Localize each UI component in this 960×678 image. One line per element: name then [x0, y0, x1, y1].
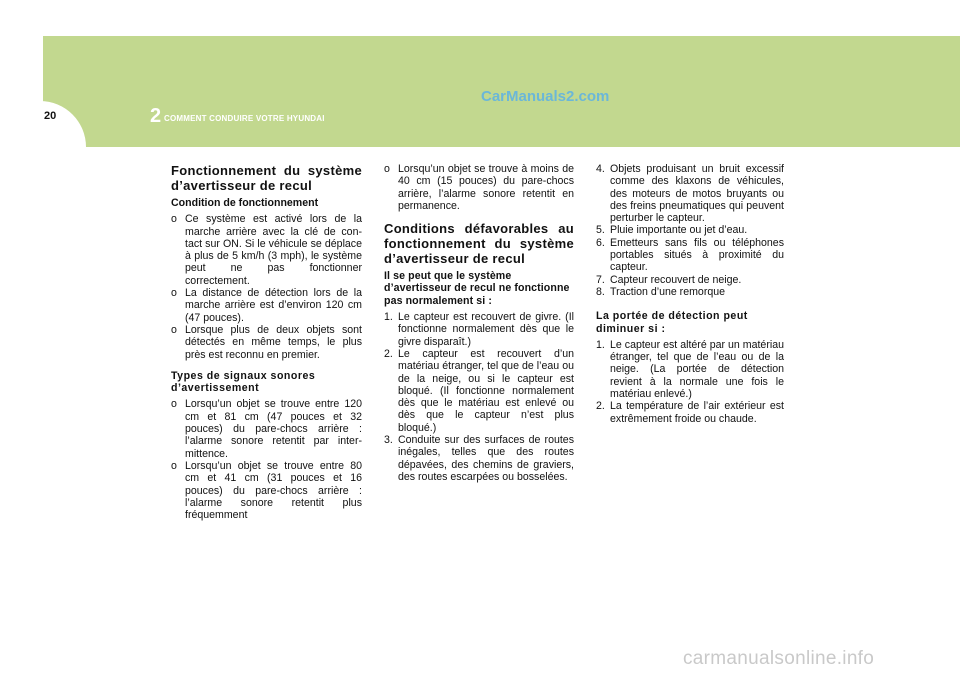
watermark-bottom[interactable]: carmanualsonline.info	[683, 648, 875, 669]
list-item	[171, 398, 362, 459]
item-text: Pluie importante ou jet d’eau.	[610, 224, 748, 237]
list-item	[596, 400, 784, 425]
item-text: Lorsqu’un objet se trouve entre 120 cm et 81 cm (47 pouces et 32 pouces) du pare-chocs arrière : l’alarme sonore retentit par inter-mittence.	[185, 398, 362, 460]
types-heading: Types de signaux sonores d’avertissement	[171, 369, 316, 395]
number-marker: 8.	[596, 285, 605, 298]
sub-heading: Il se peut que le système d’avertisseur de recul ne fonctionne pas normalement si :	[384, 270, 570, 307]
item-text: Capteur recouvert de neige.	[610, 273, 742, 286]
item-text: Conduite sur des surfaces de routes inégales, telles que des routes dépavées, des chemins de graviers, des routes escarpées ou bosselées.	[398, 434, 574, 483]
list-item	[596, 339, 784, 400]
item-text: Ce système est activé lors de la marche arrière avec la clé de con-tact sur ON. Si le véhicule se déplace à plus de 5 km/h (3 mph), le système peut ne pas fonctionner correctement.	[185, 213, 362, 287]
list-item	[384, 348, 574, 434]
section-title: Fonctionnement du système d’avertisseur de recul	[171, 163, 362, 193]
number-marker: 3.	[384, 434, 393, 447]
list-item	[596, 286, 784, 298]
sub-heading: La portée de détection peut diminuer si :	[596, 310, 748, 335]
chapter-number: 2	[150, 105, 162, 127]
bullet-marker: o	[171, 323, 177, 336]
item-text: La distance de détection lors de la marche arrière est d’environ 120 cm (47 pouces).	[185, 287, 362, 324]
list-item	[384, 434, 574, 483]
list-item	[596, 274, 784, 286]
watermark-top[interactable]: CarManuals2.com	[481, 88, 610, 105]
bullet-marker: o	[384, 163, 390, 175]
item-text: Emetteurs sans fils ou téléphones portables situés à proximité du capteur.	[610, 236, 784, 274]
condition-list	[171, 213, 362, 361]
list-item	[596, 163, 784, 224]
types-list	[171, 398, 362, 521]
list-item	[171, 287, 362, 324]
numbered-list	[384, 311, 574, 483]
page-number: 20	[44, 110, 57, 122]
number-marker: 5.	[596, 224, 605, 237]
item-text: Le capteur est recouvert d’un matériau étranger, tel que de l’eau ou de la neige, ou si le capteur est bloqué. (Il fonctionne normalement dès que le matériau est enlevé ou dès que le capteur n’est plus bloqué.)	[398, 347, 574, 434]
list-item	[596, 237, 784, 274]
column-2	[384, 163, 574, 483]
item-text: Lorsqu’un objet se trouve à moins de 40 cm (15 pouces) du pare-chocs arrière, l’alarme sonore retentit en permanence.	[398, 163, 574, 212]
numbered-list	[596, 163, 784, 298]
number-marker: 6.	[596, 236, 605, 249]
continued-list	[384, 163, 574, 212]
bullet-marker: o	[171, 287, 177, 300]
number-marker: 2.	[384, 347, 393, 360]
condition-heading: Condition de fonctionnement	[171, 197, 319, 209]
number-marker: 2.	[596, 400, 605, 413]
number-marker: 7.	[596, 273, 605, 286]
item-text: Lorsqu’un objet se trouve entre 80 cm et 41 cm (31 pouces et 16 pouces) du pare-chocs arrière : l’alarme sonore retentit plus fréquemment	[185, 459, 362, 522]
column-3	[596, 163, 784, 425]
list-item	[171, 460, 362, 521]
bullet-marker: o	[171, 398, 177, 411]
column-1	[171, 163, 362, 521]
list-item	[596, 224, 784, 236]
section-title: Conditions défavorables au fonctionnement du système d’avertisseur de recul	[384, 221, 574, 267]
chapter-title: COMMENT CONDUIRE VOTRE HYUNDAI	[164, 114, 325, 123]
list-item	[384, 163, 574, 212]
number-marker: 1.	[384, 311, 393, 324]
numbered-list	[596, 339, 784, 425]
item-text: Objets produisant un bruit excessif comme des klaxons de véhicules, des moteurs de motos bruyants ou des freins pneumatiques qui peuvent perturber le capteur.	[610, 163, 784, 225]
item-text: Lorsque plus de deux objets sont détectés en même temps, le plus près est reconnu en premier.	[185, 323, 362, 361]
list-item	[384, 311, 574, 348]
bullet-marker: o	[171, 459, 177, 472]
list-item	[171, 213, 362, 287]
bullet-marker: o	[171, 213, 177, 226]
item-text: La température de l’air extérieur est extrêmement froide ou chaude.	[610, 400, 784, 425]
list-item	[171, 324, 362, 361]
number-marker: 4.	[596, 163, 605, 175]
item-text: Le capteur est recouvert de givre. (Il fonctionne normalement dès que le givre disparaît.)	[398, 311, 574, 348]
item-text: Le capteur est altéré par un matériau étranger, tel que de l’eau ou de la neige. (La portée de détection revient à la normale une fois le matériau enlevé.)	[610, 338, 784, 401]
item-text: Traction d’une remorque	[610, 285, 726, 298]
number-marker: 1.	[596, 338, 605, 351]
